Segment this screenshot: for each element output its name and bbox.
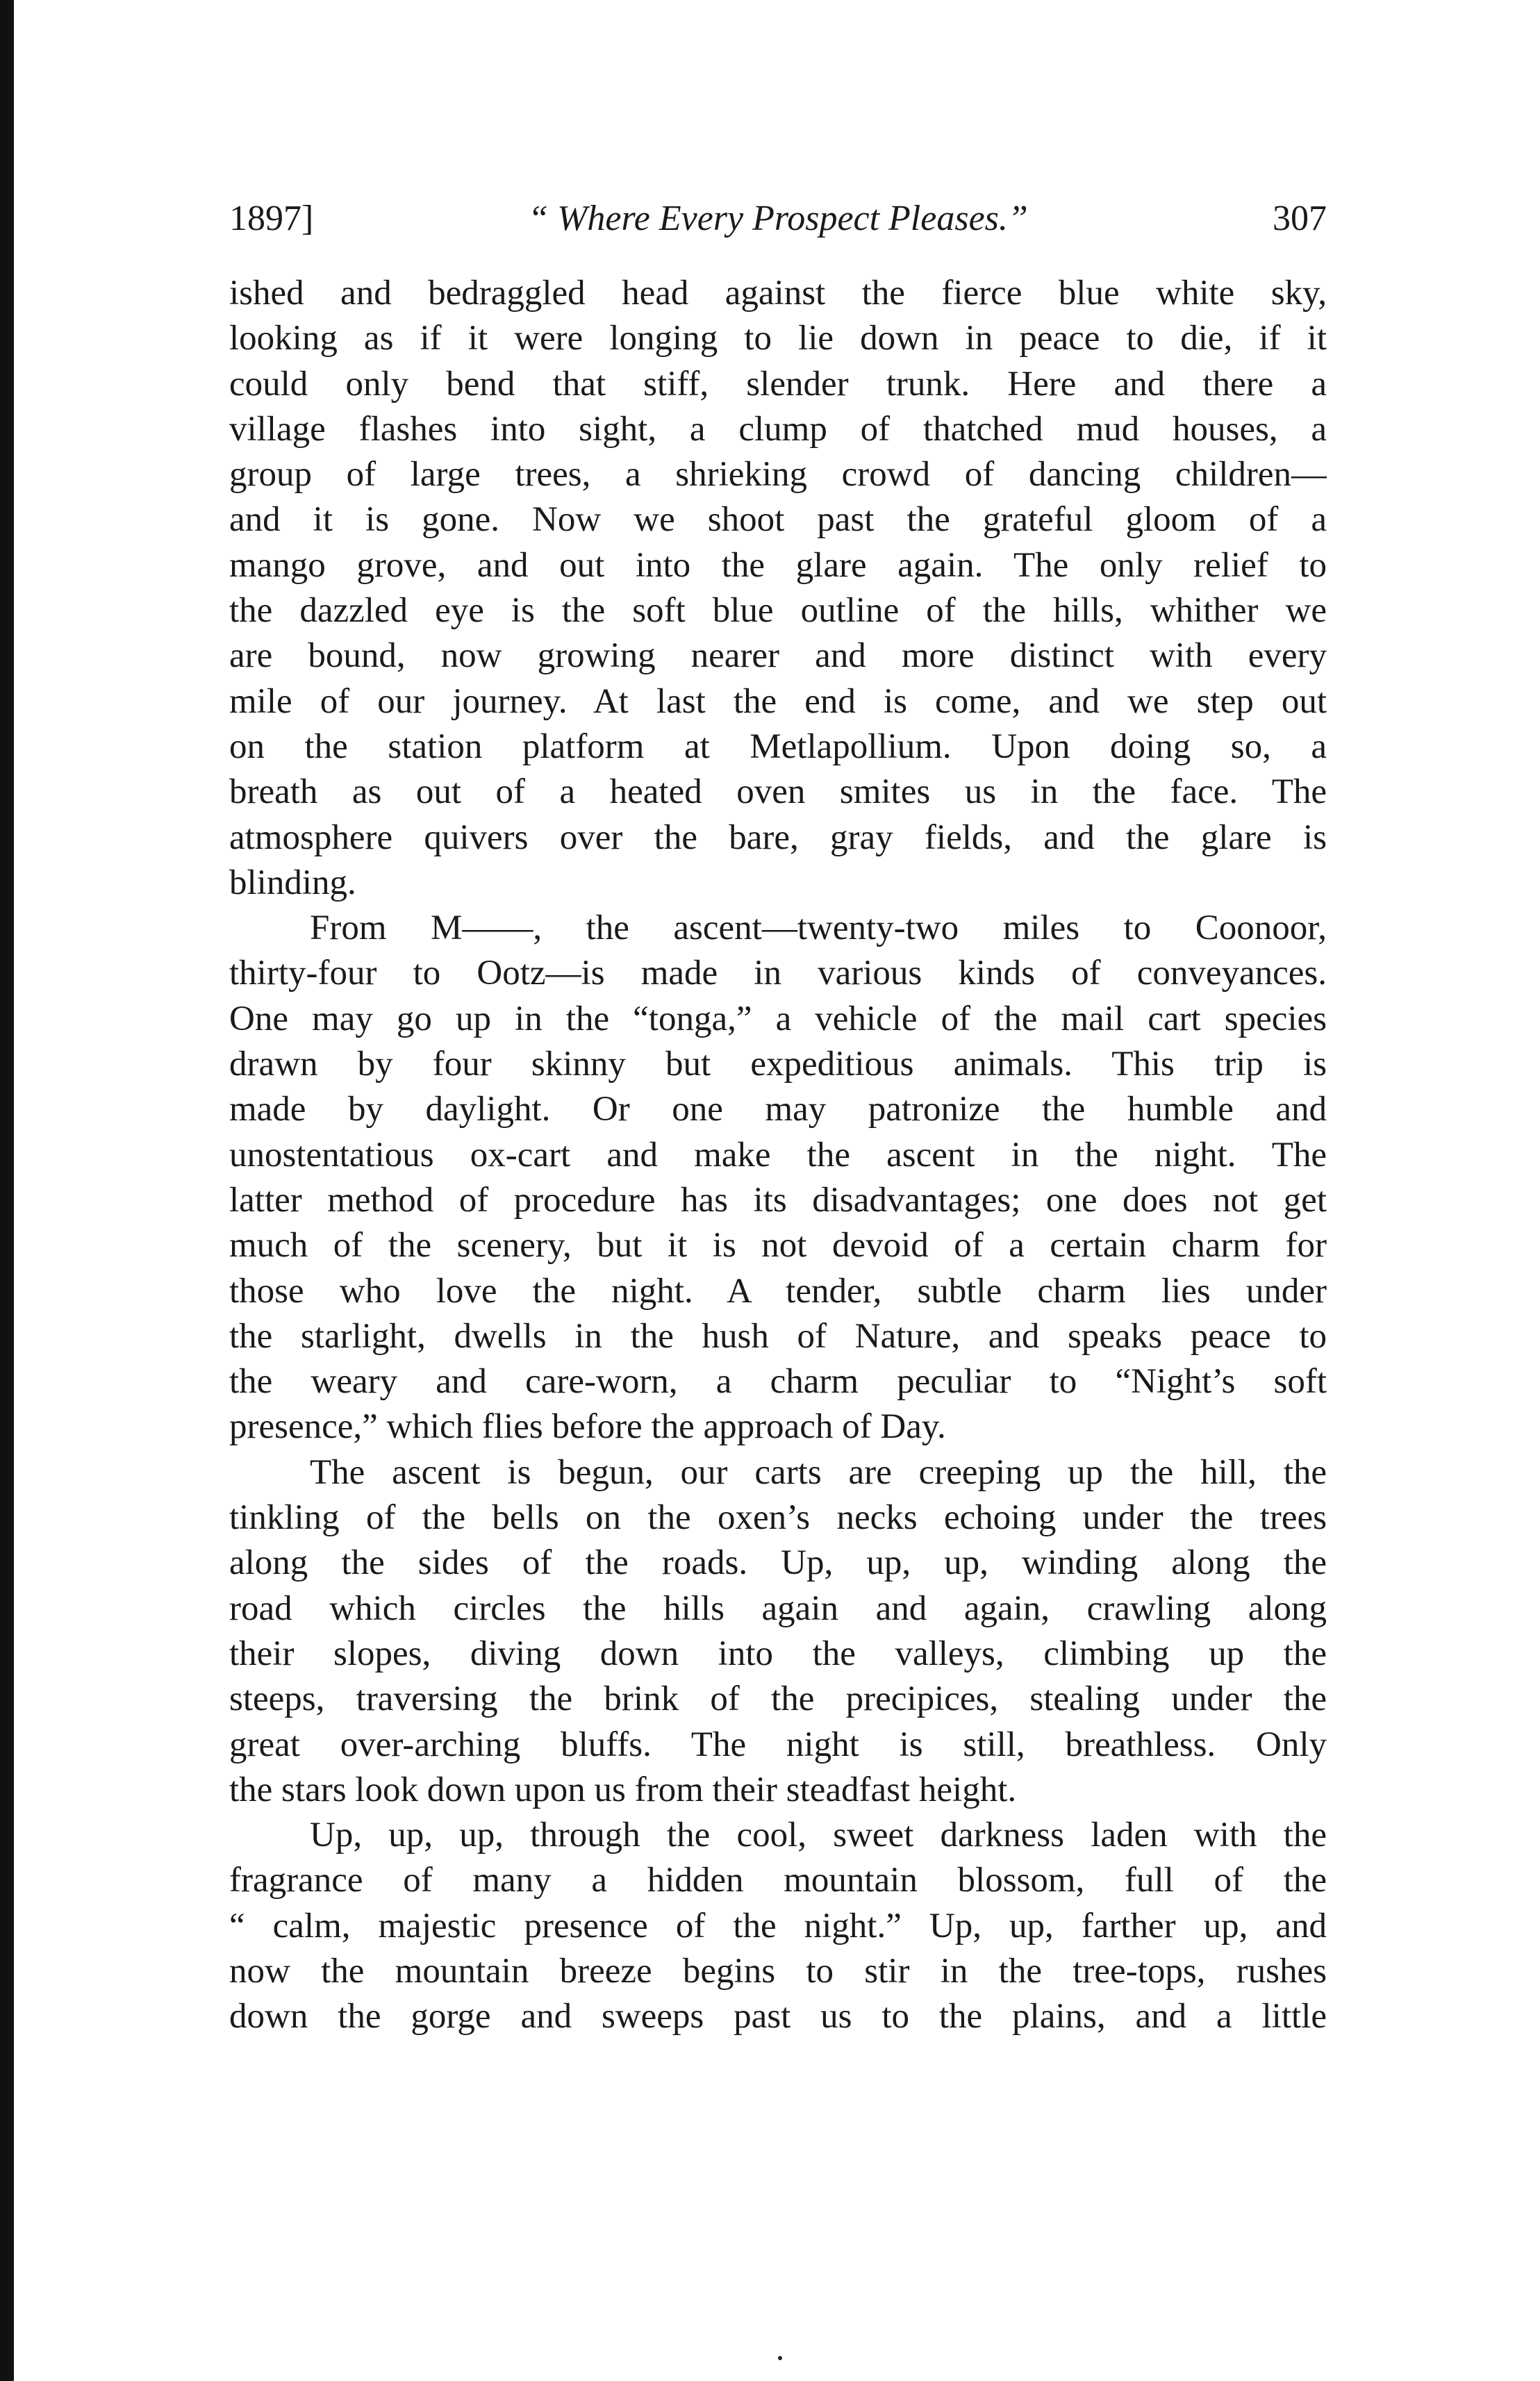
text-line: mango grove, and out into the glare again. The only relief to	[229, 545, 1327, 585]
print-speck	[778, 2356, 782, 2360]
text-line: fragrance of many a hidden mountain blossom, full of the	[229, 1861, 1327, 1900]
text-line: drawn by four skinny but expeditious animals. This trip is	[229, 1045, 1327, 1084]
text-line: now the mountain breeze begins to stir in the tree-tops, rushes	[229, 1951, 1327, 1991]
text-line: on the station platform at Metlapollium. Upon doing so, a	[229, 727, 1327, 766]
text-line: latter method of procedure has its disadvantages; one does not get	[229, 1180, 1327, 1220]
page-edge-shadow	[0, 0, 14, 2381]
text-line: those who love the night. A tender, subtle charm lies under	[229, 1271, 1327, 1311]
text-line: village flashes into sight, a clump of thatched mud houses, a	[229, 409, 1327, 449]
text-line: the dazzled eye is the soft blue outline of the hills, whither we	[229, 591, 1327, 631]
text-line: presence,” which flies before the approach of Day.	[229, 1407, 946, 1447]
text-line: Up, up, up, through the cool, sweet darkness laden with the	[310, 1816, 1327, 1855]
text-line: much of the scenery, but it is not devoid of a certain charm for	[229, 1226, 1327, 1266]
body-text	[229, 271, 1327, 2040]
text-line: The ascent is begun, our carts are creeping up the hill, the	[310, 1452, 1327, 1492]
text-line: group of large trees, a shrieking crowd of dancing children—	[229, 455, 1327, 495]
text-line: great over-arching bluffs. The night is still, breathless. Only	[229, 1725, 1327, 1764]
text-line: looking as if it were longing to lie down in peace to die, if it	[229, 319, 1327, 358]
text-line: are bound, now growing nearer and more distinct with every	[229, 636, 1327, 676]
text-line: the starlight, dwells in the hush of Nature, and speaks peace to	[229, 1316, 1327, 1356]
text-line: the stars look down upon us from their steadfast height.	[229, 1770, 1017, 1809]
text-line: and it is gone. Now we shoot past the grateful gloom of a	[229, 500, 1327, 540]
text-line: tinkling of the bells on the oxen’s necks echoing under the trees	[229, 1498, 1327, 1538]
text-line: road which circles the hills again and again, crawling along	[229, 1588, 1327, 1628]
text-line: One may go up in the “tonga,” a vehicle of the mail cart species	[229, 999, 1327, 1038]
text-line: mile of our journey. At last the end is come, and we step out	[229, 681, 1327, 721]
page-number: 307	[1273, 199, 1327, 238]
text-line: could only bend that stiff, slender trunk. Here and there a	[229, 364, 1327, 404]
text-line: thirty-four to Ootz—is made in various kinds of conveyances.	[229, 954, 1327, 993]
text-line: blinding.	[229, 863, 356, 902]
text-line: their slopes, diving down into the valleys, climbing up the	[229, 1634, 1327, 1673]
text-line: steeps, traversing the brink of the precipices, stealing under the	[229, 1679, 1327, 1719]
text-line: breath as out of a heated oven smites us in the face. The	[229, 772, 1327, 812]
text-line: the weary and care-worn, a charm peculiar to “Night’s soft	[229, 1362, 1327, 1402]
text-line: From M——, the ascent—twenty-two miles to Coonoor,	[310, 909, 1327, 948]
header-year: 1897]	[229, 199, 314, 238]
text-line: unostentatious ox-cart and make the ascent in the night. The	[229, 1135, 1327, 1175]
running-title: “ Where Every Prospect Pleases.”	[528, 199, 1028, 238]
text-line: ished and bedraggled head against the fierce blue white sky,	[229, 274, 1327, 313]
text-line: atmosphere quivers over the bare, gray fields, and the glare is	[229, 818, 1327, 857]
text-line: made by daylight. Or one may patronize the humble and	[229, 1090, 1327, 1129]
text-line: along the sides of the roads. Up, up, up, winding along the	[229, 1543, 1327, 1583]
text-line: “ calm, majestic presence of the night.” Up, up, farther up, and	[229, 1906, 1327, 1946]
running-header	[229, 191, 1327, 247]
text-line: down the gorge and sweeps past us to the plains, and a little	[229, 1997, 1327, 2036]
